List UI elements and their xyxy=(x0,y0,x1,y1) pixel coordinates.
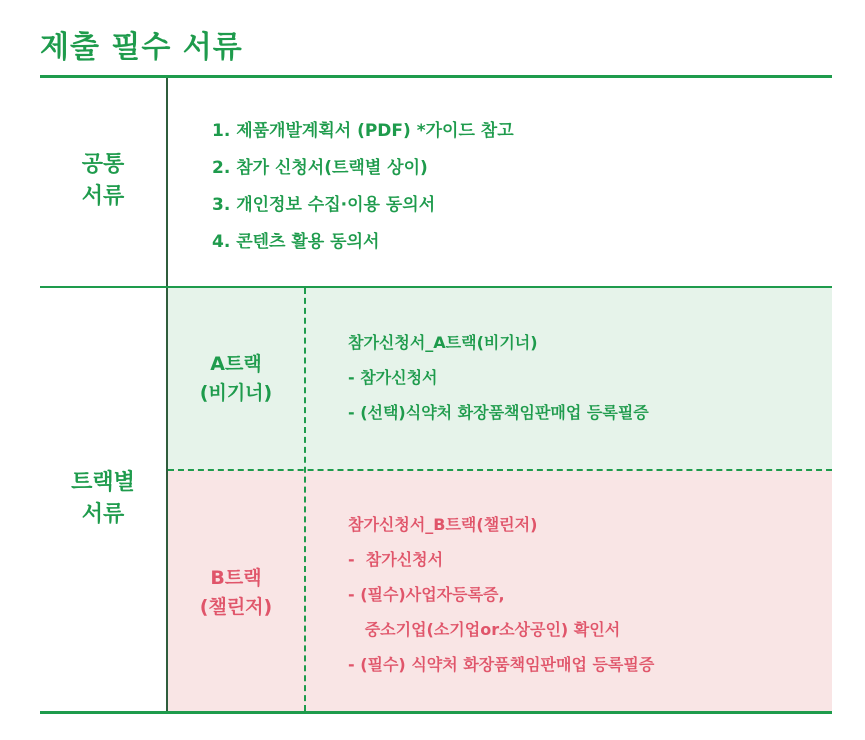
track-b-label xyxy=(168,564,304,622)
table-bottom-rule xyxy=(40,711,832,714)
common-documents-list xyxy=(212,113,514,261)
list-item: 2. 참가 신청서(트랙별 상이) xyxy=(212,158,428,178)
track-label-line2: 서류 xyxy=(81,502,125,527)
common-label-line1: 공통 xyxy=(81,152,125,177)
list-item: 4. 콘텐츠 활용 동의서 xyxy=(212,232,380,252)
list-item: - 참가신청서 xyxy=(348,368,438,387)
common-label-line2: 서류 xyxy=(81,184,125,209)
list-item: 중소기업(소기업or소상공인) 확인서 xyxy=(348,620,621,639)
list-item: 참가신청서_A트랙(비기너) xyxy=(348,333,538,352)
track-a-label-line1: A트랙 xyxy=(210,353,262,375)
list-item: - 참가신청서 xyxy=(348,550,444,569)
track-b-label-line1: B트랙 xyxy=(210,567,262,589)
track-a-label xyxy=(168,350,304,408)
page-title: 제출 필수 서류 xyxy=(40,30,243,65)
track-b-documents xyxy=(348,507,654,682)
list-item: 참가신청서_B트랙(챌린저) xyxy=(348,515,538,534)
track-documents-label xyxy=(40,467,166,531)
list-item: - (선택)식약처 화장품책임판매업 등록필증 xyxy=(348,403,649,422)
track-label-line1: 트랙별 xyxy=(71,470,135,495)
track-a-documents xyxy=(348,325,649,430)
common-documents-label xyxy=(40,149,166,213)
list-item: 3. 개인정보 수집·이용 동의서 xyxy=(212,195,436,215)
track-a-label-line2: (비기너) xyxy=(199,382,273,404)
table-top-rule xyxy=(40,75,832,78)
track-divider-dashed xyxy=(168,469,832,471)
track-column-divider-dashed xyxy=(304,288,306,711)
list-item: - (필수)사업자등록증, xyxy=(348,585,505,604)
list-item: - (필수) 식약처 화장품책임판매업 등록필증 xyxy=(348,655,655,674)
track-b-label-line2: (챌린저) xyxy=(199,596,273,618)
list-item: 1. 제품개발계획서 (PDF) *가이드 참고 xyxy=(212,121,514,141)
